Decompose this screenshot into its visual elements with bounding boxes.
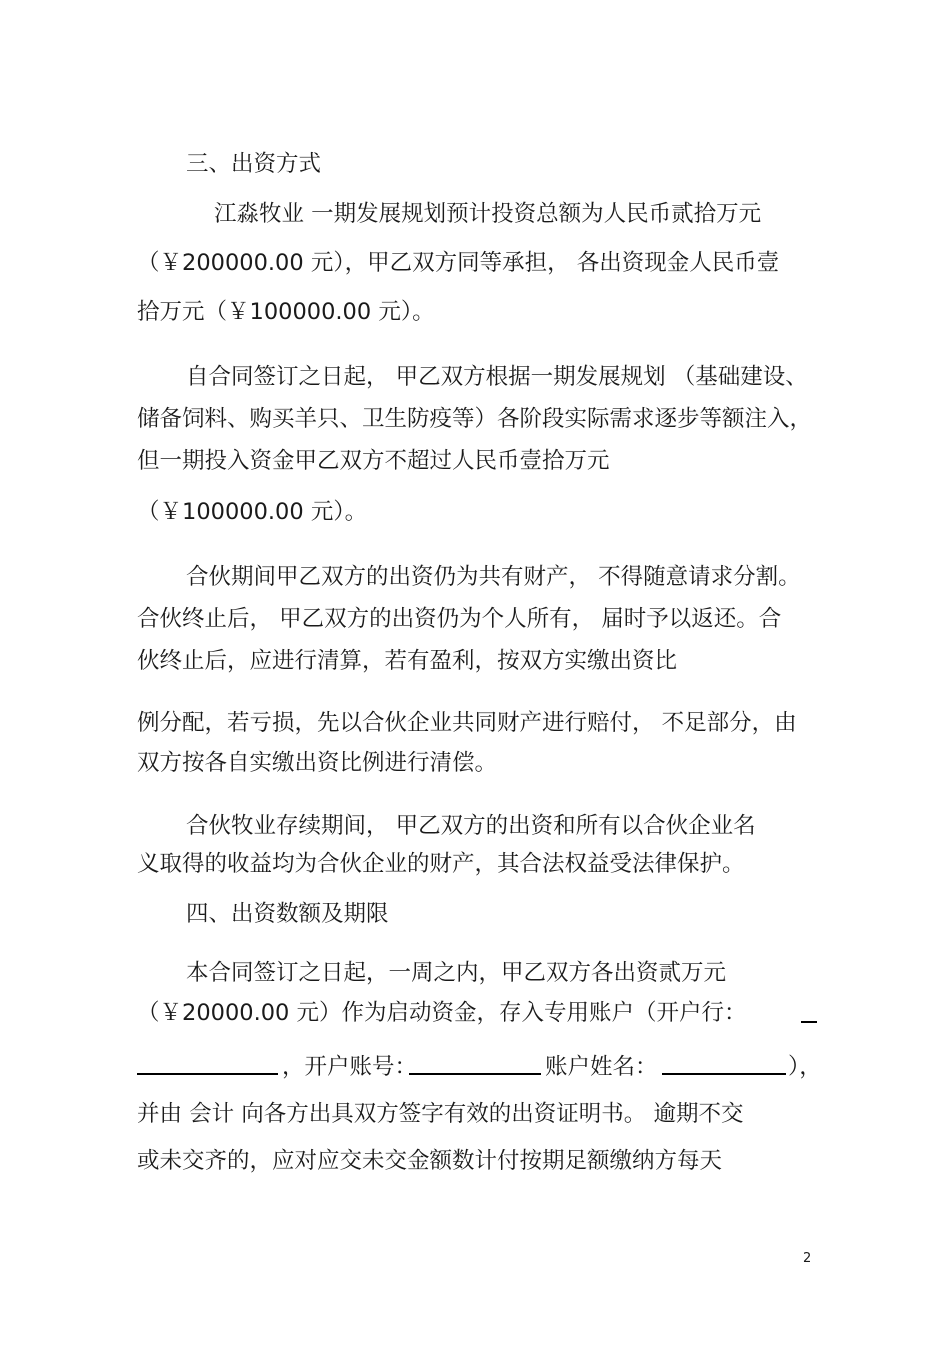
account-name-blank <box>662 1073 786 1075</box>
blank-underline <box>801 1021 817 1023</box>
paragraph-line: 江淼牧业 一期发展规划预计投资总额为人民币贰拾万元 <box>214 201 762 227</box>
page-number: 2 <box>803 1251 812 1266</box>
section-heading-4: 四、出资数额及期限 <box>186 901 389 927</box>
bank-name-blank <box>137 1073 278 1075</box>
paragraph-line: （￥20000.00 元）作为启动资金，存入专用账户（开户行： <box>137 1000 747 1026</box>
paragraph-line: （￥200000.00 元），甲乙双方同等承担， 各出资现金人民币壹 <box>137 250 780 276</box>
paragraph-line: 双方按各自实缴出资比例进行清偿。 <box>137 750 498 776</box>
paragraph-line: 拾万元（￥100000.00 元）。 <box>137 299 435 325</box>
paragraph-line: 并由 会计 向各方出具双方签字有效的出资证明书。 逾期不交 <box>137 1101 744 1127</box>
account-number-blank <box>409 1073 541 1075</box>
paragraph-line: 合伙牧业存续期间， 甲乙双方的出资和所有以合伙企业名 <box>186 813 756 839</box>
paragraph-line: 合伙终止后， 甲乙双方的出资仍为个人所有， 届时予以返还。合 <box>137 606 782 632</box>
section-heading-3: 三、出资方式 <box>186 151 322 177</box>
paragraph-line: 但一期投入资金甲乙双方不超过人民币壹拾万元 <box>137 448 610 474</box>
paragraph-line: 伙终止后，应进行清算，若有盈利，按双方实缴出资比 <box>137 648 678 674</box>
paragraph-line: 或未交齐的，应对应交未交金额数计付按期足额缴纳方每天 <box>137 1148 723 1174</box>
paragraph-line: 例分配，若亏损，先以合伙企业共同财产进行赔付， 不足部分，由 <box>137 710 797 736</box>
closing-paren: ）， <box>788 1054 822 1080</box>
paragraph-line: 义取得的收益均为合伙企业的财产，其合法权益受法律保护。 <box>137 851 745 877</box>
paragraph-line: 自合同签订之日起， 甲乙双方根据一期发展规划 （基础建设、 <box>186 364 808 390</box>
account-name-label: 账户姓名： <box>545 1054 658 1080</box>
paragraph-line: 储备饲料、购买羊只、卫生防疫等）各阶段实际需求逐步等额注入， <box>137 406 813 432</box>
paragraph-line: 本合同签订之日起，一周之内，甲乙双方各出资贰万元 <box>186 960 727 986</box>
account-number-label: ，开户账号： <box>282 1054 418 1080</box>
paragraph-line: （￥100000.00 元）。 <box>137 499 368 525</box>
paragraph-line: 合伙期间甲乙双方的出资仍为共有财产， 不得随意请求分割。 <box>186 564 801 590</box>
